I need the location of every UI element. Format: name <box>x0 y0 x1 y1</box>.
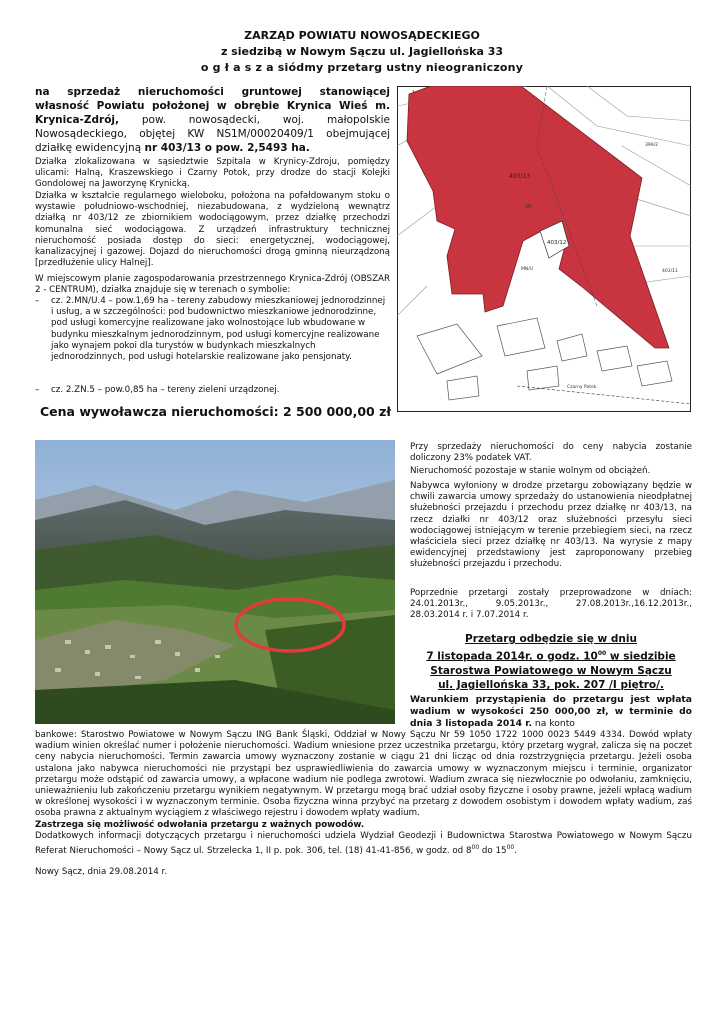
top-label: 399/2 <box>645 143 658 148</box>
auction-line-1: Przetarg odbędzie się w dniu <box>465 633 637 645</box>
intro-paragraph <box>35 85 390 155</box>
hours-start-sup: 00 <box>471 844 480 852</box>
dash-marker: – <box>35 385 40 395</box>
zn-label: ZN <box>525 205 532 210</box>
easement-paragraph: Nabywca wyłoniony w drodze przetargu zobowiązany będzie w chwili zawarcia umowy sprzedaży do ustanowienia nieodpłatnej służebności przejazdu i przechodu przez działkę nr 403/13, na rzecz działki nr 403/12 oraz służebności przesyłu sieci wodociągowej istniejącym w terenie przebiegiem sieci, na rzecz właściciela sieci przez działkę nr 403/13. Na wyrysie z mapy ewidencyjnej przedstawiony jest zaproponowany przebieg służebności przejazdu i przechodu. <box>410 481 692 570</box>
header-announcement: o g ł a s z a siódmy przetarg ustny nieograniczony <box>200 61 524 74</box>
location-paragraph: Działka zlokalizowana w sąsiedztwie Szpitala w Krynicy-Zdroju, pomiędzy ulicami: Halną, Kraszewskiego i Czarny Potok, przy drodze do stacji Kolejki Gondolowej na Jaworzynę Krynicką. <box>35 157 390 190</box>
zoning-item-1-text: cz. 2.MN/U.4 – pow.1,69 ha - tereny zabudowy mieszkaniowej jednorodzinnej i usług, a w szczególności: pod budownictwo mieszkaniowe jednorodzinne, pod usługi komercyjne realizowane jako wolnostojące lub wbudowane w budynku mieszkalnym jednorodzinnym, pod usługi komercyjne realizowane jako wynajem pokoi dla turystów w budynkach mieszkalnych jednorodzinnych, pod usługi hotelarskie realizowane jako pensjonaty. <box>51 296 386 363</box>
auction-line-4: ul. Jagiellońska 33, pok. 207 /I piętro/. <box>438 679 664 691</box>
auction-info <box>410 632 692 693</box>
previous-auctions-paragraph: Poprzednie przetargi zostały przeprowadzone w dniach: 24.01.2013r., 9.05.2013r., 27.08.2013r.,16.12.2013r., 28.03.2014 r. i 7.07.2014 r. <box>410 588 692 621</box>
zoning-paragraph: W miejscowym planie zagospodarowania przestrzennego Krynica-Zdrój (OBSZAR 2 - CENTRUM), działka znajduje się w terenach o symbolie: <box>35 274 390 296</box>
parcel-inner-label: 403/12 <box>547 240 567 246</box>
intro-bold-1: na sprzedaż nieruchomości gruntowej stanowiącej własność Powiatu położonej w obrębie Krynica Wieś m. Krynica-Zdrój, <box>35 86 390 126</box>
document-date: Nowy Sącz, dnia 29.08.2014 r. <box>35 867 168 878</box>
intro-text: pow. nowosądecki, woj. małopolskie Nowosądeckiego, objętej KW NS1M/00020409/1 obejmującej działkę ewidencyjną <box>35 114 390 154</box>
vat-paragraph: Przy sprzedaży nieruchomości do ceny nabycia zostanie doliczony 23% podatek VAT. <box>410 442 692 464</box>
deposit-bold: Warunkiem przystąpienia do przetargu jest wpłata wadium w wysokości 250 000,00 zł, w terminie do dnia 3 listopada 2014 r. <box>410 694 692 729</box>
auction-time-sup: 00 <box>597 649 607 657</box>
parcel-main-label: 403/13 <box>509 173 531 180</box>
encumbrance-paragraph: Nieruchomość pozostaje w stanie wolnym od obciążeń. <box>410 466 651 476</box>
dash-marker: – <box>35 296 40 306</box>
bank-paragraph: bankowe: Starostwo Powiatowe w Nowym Sączu ING Bank Śląski, Oddział w Nowy Sączu Nr 59 1050 1722 1000 0023 5449 4334. Dowód wpłaty wadium winien określać numer i położenie nieruchomości. Wadium wniesione przez uczestnika przetargu, który przetarg wygrał, zalicza się na poczet ceny nabycia nieruchomości. Termin zawarcia umowy wyznaczony zostanie w ciągu 21 dni licząc od dnia rozstrzygnięcia przetargu. Jeżeli osoba ustalona jako nabywca nieruchomości nie przystąpi bez usprawiedliwienia do zawarcia umowy w wyznaczonym miejscu i terminie, organizator przetargu może odstąpić od zawarcia umowy, a wpłacone wadium nie podlega zwrotowi. Wadium zwraca się niezwłocznie po odwołaniu, zamknięciu, unieważnieniu lub zakończeniu przetargu wynikiem negatywnym. W przetargu mogą brać udział osoby fizyczne i osoby prawne, jeżeli wpłacą wadium w określonej wysokości i w wyznaczonym terminie. Osoba fizyczna winna przybyć na przetarg z dowodem osobistym i dowodem wpłaty wadium, zaś osoba prawna z aktualnym wyciągiem z właściwego rejestru i dowodem wpłaty wadium. <box>35 730 692 819</box>
deposit-paragraph <box>410 694 692 730</box>
auction-line-3: Starostwa Powiatowego w Nowym Sączu <box>430 664 672 677</box>
zoning-item-2-text: cz. 2.ZN.5 – pow.0,85 ha – tereny zieleni urządzonej. <box>51 385 280 395</box>
contact-mid: do 15 <box>479 845 507 856</box>
mnu-label: MN/U <box>521 267 534 272</box>
road-label: Czarny Potok <box>567 385 597 390</box>
parcel-map <box>397 86 691 412</box>
auction-place: w siedzibie <box>606 650 676 662</box>
parcel-right-label: 403/11 <box>662 269 678 274</box>
header-subtitle: z siedzibą w Nowym Sączu ul. Jagiellońska 33 <box>220 45 504 58</box>
hours-end-sup: 00 <box>506 844 515 852</box>
header-title: ZARZĄD POWIATU NOWOSĄDECKIEGO <box>244 29 480 42</box>
zoning-item-2 <box>35 385 390 396</box>
description-paragraph: Działka w kształcie regularnego wieloboku, położona na pofałdowanym stoku o wystawie południowo-wschodniej, niezabudowana, z wydzieloną wewnątrz działką nr 403/12 ze zbiornikiem wodociągowym, przez działkę przechodzi komunalna sieć wodociągowa. Z urządzeń infrastruktury technicznej nieruchomość posiada dostęp do sieci: energetycznej, wodociągowej, kanalizacyjnej i gazowej. Dojazd do nieruchomości drogą gminną nieurządzoną [przedłużenie ulicy Halnej]. <box>35 191 390 269</box>
cancel-reservation: Zastrzega się możliwość odwołania przetargu z ważnych powodów. <box>35 819 365 830</box>
deposit-text: na konto <box>531 718 575 729</box>
starting-price: Cena wywoławcza nieruchomości: 2 500 000,00 zł <box>40 404 391 419</box>
contact-paragraph <box>35 831 692 857</box>
auction-line-2 <box>410 647 692 664</box>
contact-text: Dodatkowych informacji dotyczących przetargu i nieruchomości udziela Wydział Geodezji i Budownictwa Starostwa Powiatowego w Nowym Sączu Referat Nieruchomości – Nowy Sącz ul. Strzelecka 1, II p. pok. 306, tel. (18) 41-41-856, w godz. od 8 <box>35 830 692 856</box>
intro-bold-2: nr 403/13 o pow. 2,5493 ha. <box>144 142 310 154</box>
aerial-photo <box>35 440 395 724</box>
zoning-item-1 <box>35 296 390 363</box>
contact-end: . <box>514 845 517 856</box>
auction-date: 7 listopada 2014r. o godz. 10 <box>426 650 598 662</box>
bottom-section <box>35 730 692 878</box>
